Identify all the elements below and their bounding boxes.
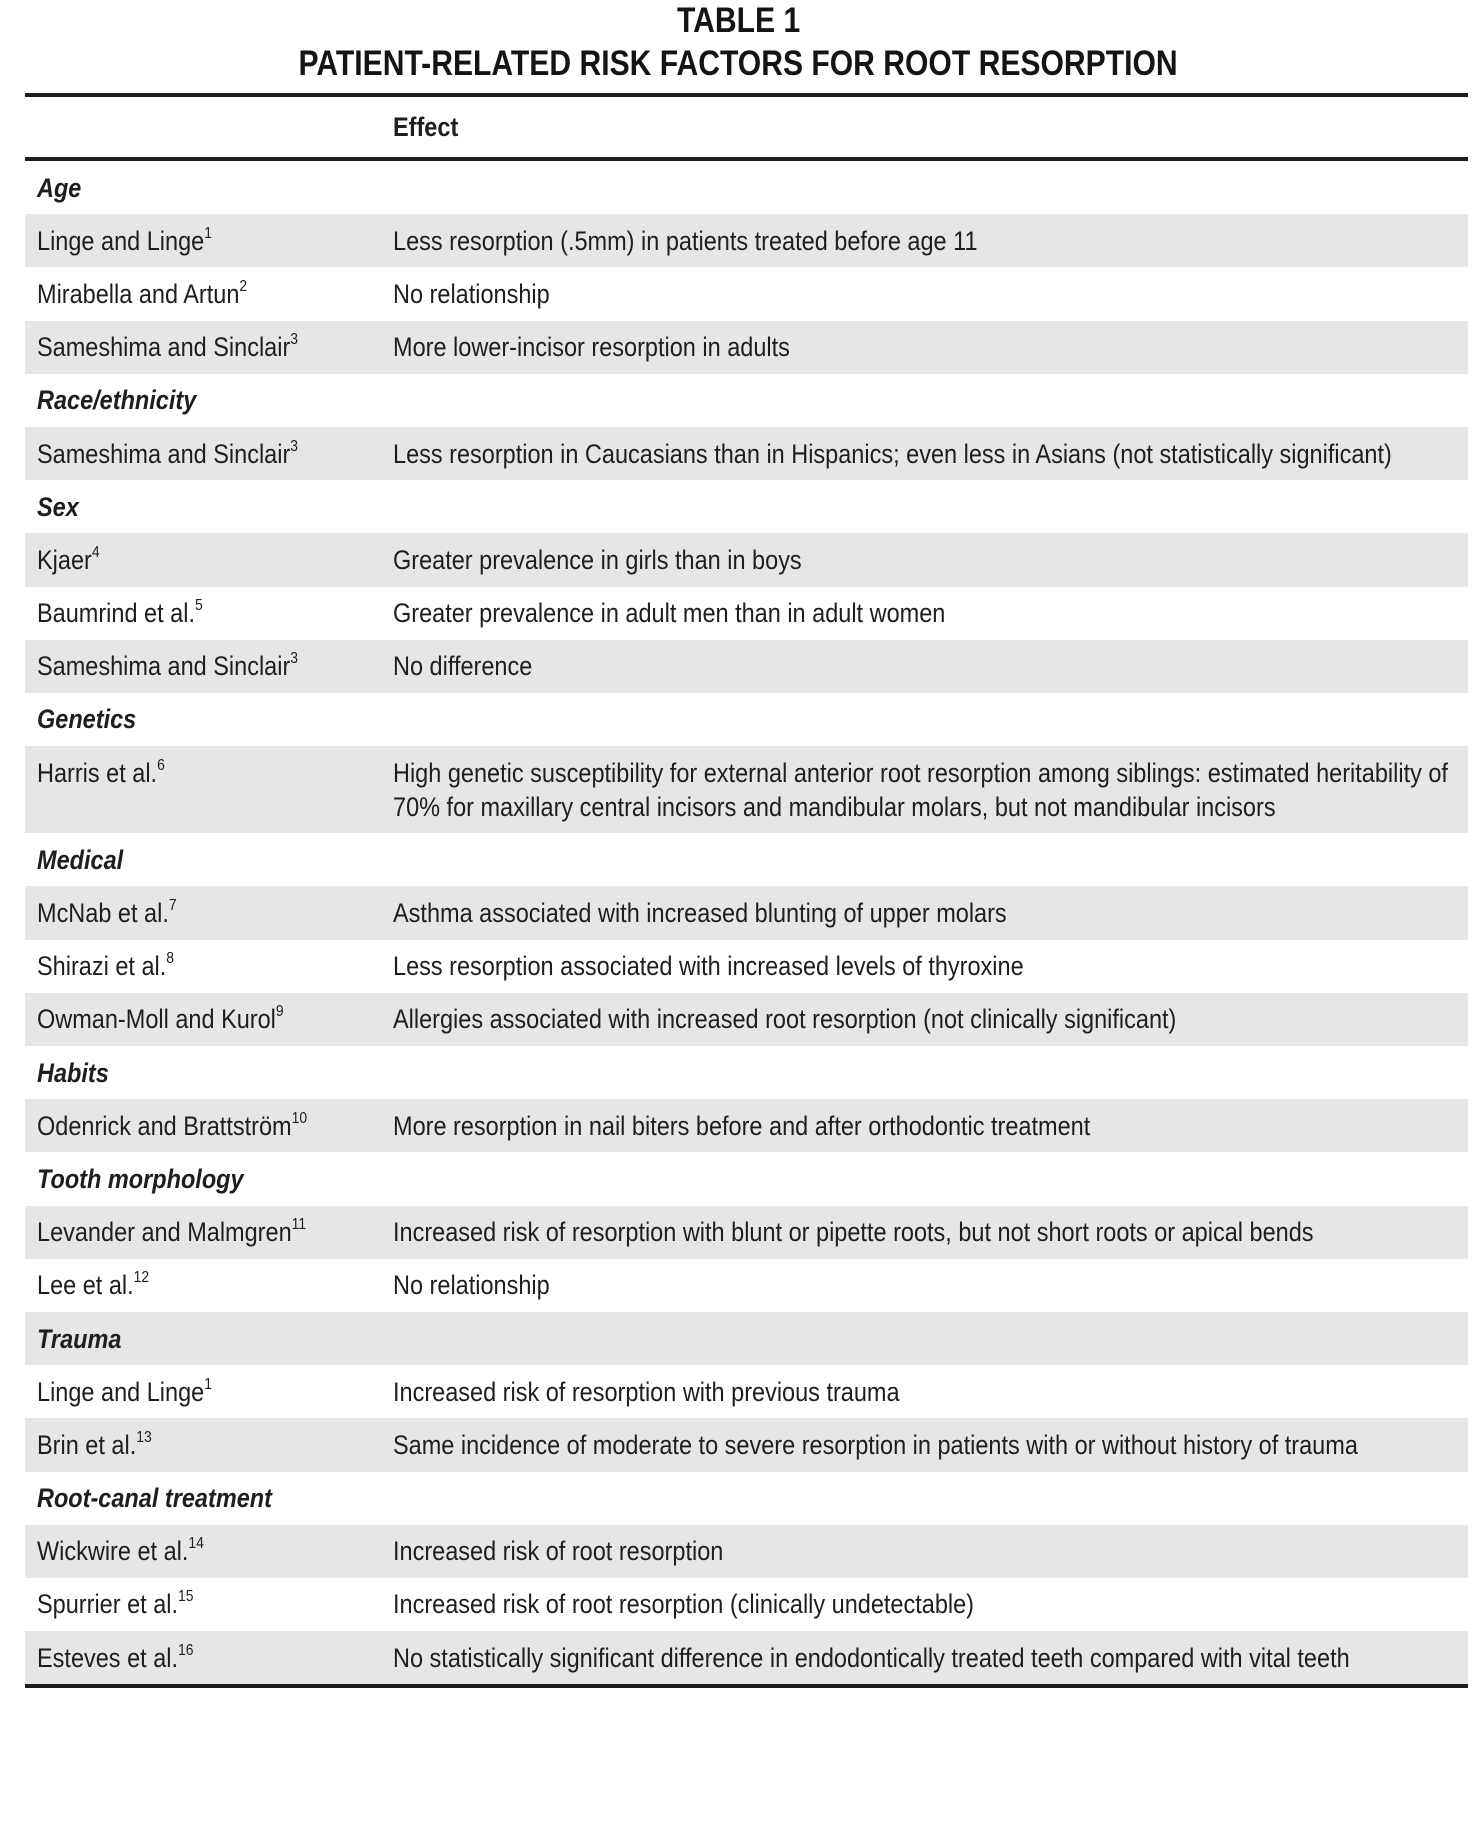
study-name: Sameshima and Sinclair xyxy=(37,651,291,682)
reference-number: 7 xyxy=(168,897,177,915)
category-label-text: Habits xyxy=(37,1057,109,1088)
category-row xyxy=(25,833,1468,886)
category-label-text: Race/ethnicity xyxy=(37,385,197,416)
table-row xyxy=(25,267,1468,320)
reference-number: 15 xyxy=(178,1588,194,1606)
table-row xyxy=(25,1365,1468,1418)
risk-factors-table xyxy=(25,93,1468,1688)
reference-number: 6 xyxy=(157,756,165,774)
category-label xyxy=(25,1162,274,1196)
category-label-text: Tooth morphology xyxy=(37,1163,244,1194)
study-cell xyxy=(25,224,393,258)
reference-number: 2 xyxy=(239,277,248,295)
study-citation xyxy=(37,1375,212,1409)
table-title xyxy=(0,44,1477,84)
reference-number: 13 xyxy=(136,1428,152,1446)
study-cell xyxy=(25,649,393,683)
study-citation xyxy=(37,330,298,364)
study-cell xyxy=(25,330,393,364)
study-citation xyxy=(37,1268,149,1302)
effect-cell xyxy=(393,756,1477,824)
category-row xyxy=(25,1046,1468,1099)
effect-text: Increased risk of root resorption (clinically undetectable) xyxy=(393,1589,975,1620)
study-citation xyxy=(37,649,298,683)
study-cell xyxy=(25,437,393,471)
effect-text: Less resorption in Caucasians than in Hispanics; even less in Asians (not statistically significant) xyxy=(393,438,1392,469)
effect-cell xyxy=(393,330,1477,364)
effect-text: Greater prevalence in adult men than in adult women xyxy=(393,598,946,629)
effect-cell xyxy=(393,437,1477,471)
study-name: Brin et al. xyxy=(37,1429,137,1460)
reference-number: 1 xyxy=(204,224,212,242)
effect-cell xyxy=(393,1587,1477,1621)
effect-text: Increased risk of root resorption xyxy=(393,1536,724,1567)
category-label xyxy=(25,383,220,417)
table-title-number xyxy=(0,1,1477,41)
study-name: Kjaer xyxy=(37,544,92,575)
category-label-text: Medical xyxy=(37,844,124,875)
effect-text: No statistically significant difference in endodontically treated teeth compared with vital teeth xyxy=(393,1642,1350,1673)
effect-text: Same incidence of moderate to severe resorption in patients with or without history of trauma xyxy=(393,1429,1358,1460)
category-label-text: Trauma xyxy=(37,1323,122,1354)
reference-number: 3 xyxy=(290,331,299,349)
reference-number: 16 xyxy=(178,1641,194,1659)
study-cell xyxy=(25,1428,393,1462)
study-citation xyxy=(37,277,247,311)
study-name: Shirazi et al. xyxy=(37,951,167,982)
effect-cell xyxy=(393,596,1477,630)
category-label-text: Genetics xyxy=(37,704,137,735)
effect-text: More resorption in nail biters before and after orthodontic treatment xyxy=(393,1110,1091,1141)
table-row xyxy=(25,587,1468,640)
study-name: Harris et al. xyxy=(37,757,158,788)
study-citation xyxy=(37,1109,307,1143)
reference-number: 11 xyxy=(291,1216,307,1234)
effect-text: Greater prevalence in girls than in boys xyxy=(393,544,802,575)
effect-cell xyxy=(393,224,1477,258)
study-name: Levander and Malmgren xyxy=(37,1217,292,1248)
table-row xyxy=(25,214,1468,267)
effect-cell xyxy=(393,1215,1477,1249)
effect-text: Less resorption (.5mm) in patients treated before age 11 xyxy=(393,225,978,256)
reference-number: 3 xyxy=(290,437,299,455)
table-row xyxy=(25,321,1468,374)
effect-cell xyxy=(393,1428,1477,1462)
study-cell xyxy=(25,1215,393,1249)
study-citation xyxy=(37,949,174,983)
effect-text: More lower-incisor resorption in adults xyxy=(393,332,790,363)
reference-number: 1 xyxy=(204,1375,212,1393)
reference-number: 8 xyxy=(166,950,175,968)
table-row xyxy=(25,1578,1468,1631)
study-cell xyxy=(25,543,393,577)
study-name: Baumrind et al. xyxy=(37,598,195,629)
category-label xyxy=(25,702,151,736)
study-name: Esteves et al. xyxy=(37,1642,179,1673)
study-cell xyxy=(25,949,393,983)
table-title-text: PATIENT-RELATED RISK FACTORS FOR ROOT RESORPTION xyxy=(298,44,1179,83)
study-cell xyxy=(25,1002,393,1036)
category-label xyxy=(25,843,136,877)
study-name: Linge and Linge xyxy=(37,1376,205,1407)
study-citation xyxy=(37,896,177,930)
table-row xyxy=(25,746,1468,833)
study-cell xyxy=(25,596,393,630)
effect-text: Allergies associated with increased root resorption (not clinically significant) xyxy=(393,1004,1177,1035)
category-row xyxy=(25,1312,1468,1365)
study-name: Wickwire et al. xyxy=(37,1536,189,1567)
study-name: Odenrick and Brattström xyxy=(37,1110,292,1141)
table-row xyxy=(25,1099,1468,1152)
effect-cell xyxy=(393,1002,1477,1036)
category-row xyxy=(25,374,1468,427)
effect-text: No difference xyxy=(393,651,533,682)
effect-text: Less resorption associated with increased levels of thyroxine xyxy=(393,951,1024,982)
effect-text: Asthma associated with increased blunting of upper molars xyxy=(393,898,1007,929)
effect-text: No relationship xyxy=(393,278,550,309)
effect-cell xyxy=(393,277,1477,311)
category-row xyxy=(25,1472,1468,1525)
table-row xyxy=(25,886,1468,939)
effect-cell xyxy=(393,649,1477,683)
study-name: Sameshima and Sinclair xyxy=(37,332,291,363)
reference-number: 10 xyxy=(291,1109,308,1127)
study-name: Spurrier et al. xyxy=(37,1589,179,1620)
category-row xyxy=(25,1152,1468,1205)
study-cell xyxy=(25,756,393,824)
study-citation xyxy=(37,1587,193,1621)
column-header-effect: Effect xyxy=(393,112,459,142)
study-name: Sameshima and Sinclair xyxy=(37,438,291,469)
reference-number: 14 xyxy=(188,1535,204,1553)
table-row xyxy=(25,1259,1468,1312)
study-name: Mirabella and Artun xyxy=(37,278,240,309)
category-label xyxy=(25,1481,307,1515)
study-citation xyxy=(37,596,203,630)
reference-number: 4 xyxy=(91,543,100,561)
study-cell xyxy=(25,1109,393,1143)
table-row xyxy=(25,940,1468,993)
study-name: Lee et al. xyxy=(37,1270,134,1301)
effect-cell xyxy=(393,1375,1477,1409)
effect-cell xyxy=(393,1534,1477,1568)
study-cell xyxy=(25,1268,393,1302)
reference-number: 12 xyxy=(133,1269,150,1287)
study-citation xyxy=(37,437,298,471)
category-label-text: Root-canal treatment xyxy=(37,1483,272,1514)
effect-cell xyxy=(393,1109,1477,1143)
effect-cell xyxy=(393,543,1477,577)
study-citation xyxy=(37,1534,204,1568)
table-bottom-rule xyxy=(25,1684,1468,1688)
category-row xyxy=(25,161,1468,214)
reference-number: 9 xyxy=(275,1003,284,1021)
table-row xyxy=(25,1206,1468,1259)
study-name: Owman-Moll and Kurol xyxy=(37,1004,276,1035)
effect-text: Increased risk of resorption with blunt or pipette roots, but not short roots or apical bends xyxy=(393,1217,1314,1248)
effect-text: High genetic susceptibility for external anterior root resorption among siblings: estimated heritability of 70% for maxillary central incisors and mandibular molars, but not mandibular incisors xyxy=(393,757,1448,822)
reference-number: 3 xyxy=(290,650,299,668)
effect-cell xyxy=(393,949,1477,983)
table-row xyxy=(25,1631,1468,1684)
table-header-row xyxy=(25,97,1468,157)
study-citation xyxy=(37,1215,306,1249)
category-label xyxy=(25,1056,120,1090)
study-cell xyxy=(25,1375,393,1409)
category-row xyxy=(25,480,1468,533)
category-label xyxy=(25,171,88,205)
study-cell xyxy=(25,1641,393,1675)
study-cell xyxy=(25,896,393,930)
effect-text: Increased risk of resorption with previous trauma xyxy=(393,1376,900,1407)
study-cell xyxy=(25,1534,393,1568)
category-row xyxy=(25,693,1468,746)
study-citation xyxy=(37,1002,284,1036)
study-citation xyxy=(37,543,100,577)
table-body xyxy=(25,161,1468,1684)
table-row xyxy=(25,1418,1468,1471)
effect-cell xyxy=(393,1268,1477,1302)
category-label xyxy=(25,490,85,524)
study-cell xyxy=(25,1587,393,1621)
study-citation xyxy=(37,224,212,258)
study-name: Linge and Linge xyxy=(37,225,205,256)
table-title-number-text: TABLE 1 xyxy=(676,1,801,40)
reference-number: 5 xyxy=(194,597,203,615)
effect-cell xyxy=(393,896,1477,930)
effect-text: No relationship xyxy=(393,1270,550,1301)
category-label-text: Age xyxy=(37,172,82,203)
category-label xyxy=(25,1322,134,1356)
table-row xyxy=(25,640,1468,693)
category-label-text: Sex xyxy=(37,491,79,522)
effect-cell xyxy=(393,1641,1477,1675)
table-row xyxy=(25,1525,1468,1578)
study-citation xyxy=(37,1428,152,1462)
study-name: McNab et al. xyxy=(37,898,169,929)
study-citation xyxy=(37,756,165,790)
table-row xyxy=(25,993,1468,1046)
study-citation xyxy=(37,1641,194,1675)
study-cell xyxy=(25,277,393,311)
table-row xyxy=(25,533,1468,586)
table-row xyxy=(25,427,1468,480)
